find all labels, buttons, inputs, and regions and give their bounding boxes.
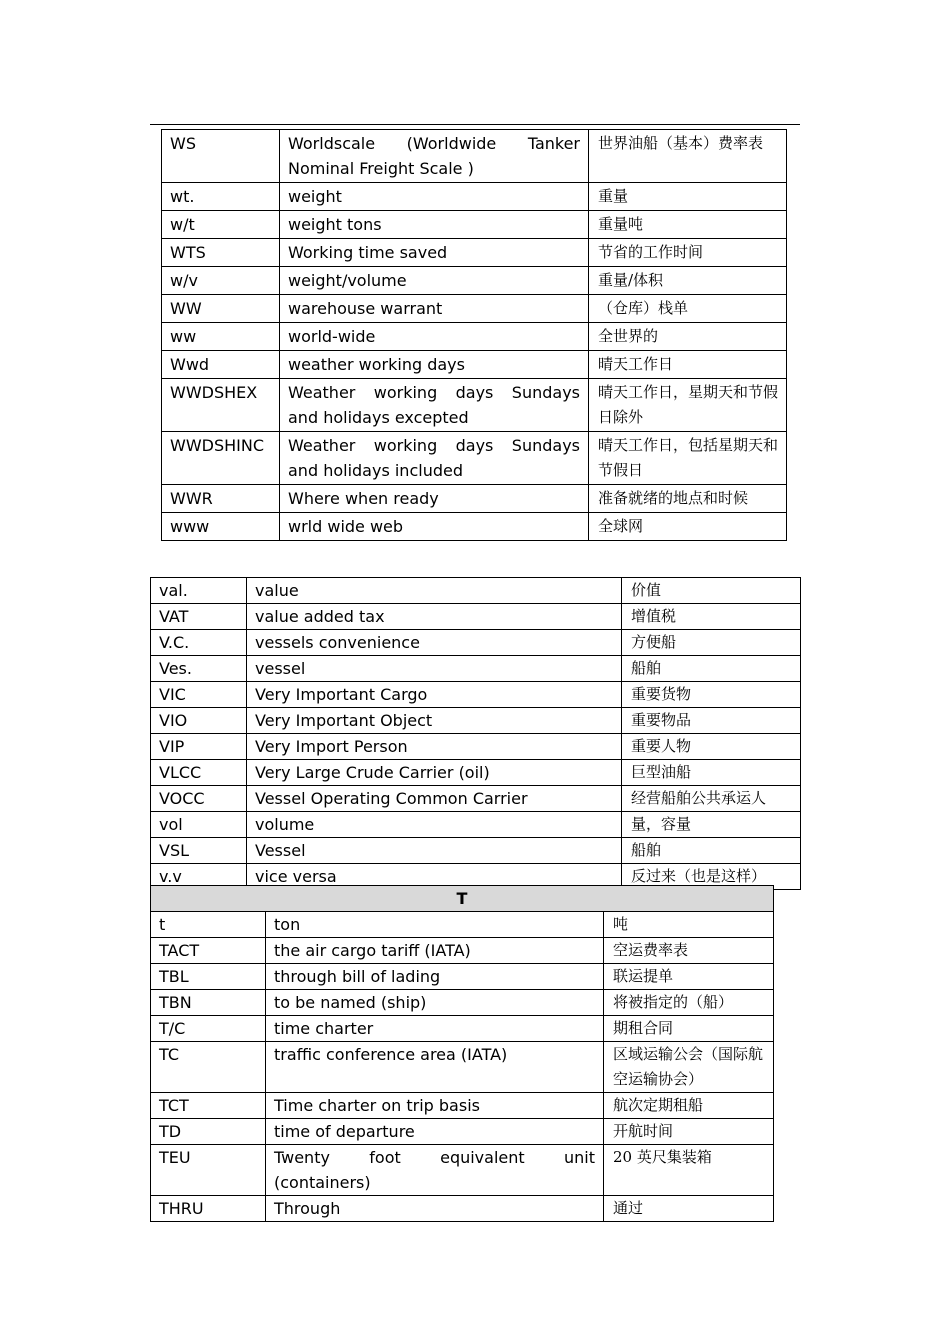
english-meaning-cell: weight tons <box>280 211 589 239</box>
table-row <box>162 183 787 211</box>
chinese-translation-cell: 空运费率表 <box>604 938 774 964</box>
english-meaning-line-2: Nominal Freight Scale ) <box>288 159 474 178</box>
abbreviation-cell: VAT <box>151 604 247 630</box>
chinese-translation-cell: 联运提单 <box>604 964 774 990</box>
table-row <box>162 211 787 239</box>
english-meaning-cell: the air cargo tariff (IATA) <box>266 938 604 964</box>
abbreviation-cell: TCT <box>151 1093 266 1119</box>
table-row <box>151 578 801 604</box>
table-row <box>151 812 801 838</box>
table-row <box>151 630 801 656</box>
english-meaning-cell: ton <box>266 912 604 938</box>
table-row <box>162 267 787 295</box>
chinese-translation-cell: 反过来（也是这样） <box>622 864 801 890</box>
abbreviation-cell: THRU <box>151 1196 266 1222</box>
chinese-translation-cell: 重量 <box>589 183 787 211</box>
abbreviation-cell: T/C <box>151 1016 266 1042</box>
english-meaning-cell: Vessel <box>247 838 622 864</box>
section-header-t: T <box>151 886 774 912</box>
abbreviation-cell: VSL <box>151 838 247 864</box>
table-row <box>151 1145 774 1196</box>
english-meaning-cell: through bill of lading <box>266 964 604 990</box>
abbreviation-table-w <box>161 129 787 541</box>
chinese-translation-cell: 经营船舶公共承运人 <box>622 786 801 812</box>
table-row <box>151 838 801 864</box>
table-row <box>162 351 787 379</box>
chinese-translation-cell: 巨型油船 <box>622 760 801 786</box>
table-row <box>151 1196 774 1222</box>
english-meaning-line-1: Worldscale (Worldwide Tanker <box>288 134 580 153</box>
abbreviation-cell: VIC <box>151 682 247 708</box>
english-meaning-line-1: Weather working days Sundays <box>288 436 580 455</box>
table-row <box>151 786 801 812</box>
chinese-translation-cell: 全球网 <box>589 513 787 541</box>
abbreviation-cell: WWR <box>162 485 280 513</box>
table-row <box>151 1093 774 1119</box>
chinese-translation-cell: 方便船 <box>622 630 801 656</box>
abbreviation-cell: WTS <box>162 239 280 267</box>
table-row <box>162 239 787 267</box>
chinese-translation-cell: 区域运输公会（国际航空运输协会） <box>604 1042 774 1093</box>
english-meaning-cell: traffic conference area (IATA) <box>266 1042 604 1093</box>
table-row <box>162 379 787 432</box>
chinese-translation-cell: 重量/体积 <box>589 267 787 295</box>
chinese-translation-cell: 重量吨 <box>589 211 787 239</box>
abbreviation-cell: VIO <box>151 708 247 734</box>
english-meaning-cell: Very Important Cargo <box>247 682 622 708</box>
top-horizontal-rule <box>150 124 800 125</box>
table-row <box>162 485 787 513</box>
english-meaning-cell: Very Import Person <box>247 734 622 760</box>
table-row <box>151 912 774 938</box>
chinese-translation-cell: 将被指定的（船） <box>604 990 774 1016</box>
abbreviation-cell: Wwd <box>162 351 280 379</box>
abbreviation-cell: WS <box>162 130 280 183</box>
abbreviation-cell: vol <box>151 812 247 838</box>
table-row <box>151 708 801 734</box>
abbreviation-cell: v.v <box>151 864 247 890</box>
english-meaning-cell: Very Large Crude Carrier (oil) <box>247 760 622 786</box>
chinese-translation-cell: 世界油船（基本）费率表 <box>589 130 787 183</box>
chinese-translation-cell: 全世界的 <box>589 323 787 351</box>
english-meaning-cell: value added tax <box>247 604 622 630</box>
chinese-translation-cell: 开航时间 <box>604 1119 774 1145</box>
english-meaning-cell: vessels convenience <box>247 630 622 656</box>
abbreviation-cell: VIP <box>151 734 247 760</box>
table-row <box>151 964 774 990</box>
chinese-translation-cell: 量，容量 <box>622 812 801 838</box>
english-meaning-cell: volume <box>247 812 622 838</box>
table-row <box>151 1042 774 1093</box>
abbreviation-cell: TD <box>151 1119 266 1145</box>
chinese-translation-cell: 晴天工作日，包括星期天和节假日 <box>589 432 787 485</box>
chinese-translation-cell: 通过 <box>604 1196 774 1222</box>
english-meaning-cell: Vessel Operating Common Carrier <box>247 786 622 812</box>
table-t-body <box>151 886 774 1222</box>
abbreviation-cell: www <box>162 513 280 541</box>
english-meaning-cell: time charter <box>266 1016 604 1042</box>
chinese-translation-cell: 重要人物 <box>622 734 801 760</box>
english-meaning-cell: vessel <box>247 656 622 682</box>
table-row <box>151 1016 774 1042</box>
english-meaning-line-2: and holidays excepted <box>288 408 469 427</box>
abbreviation-cell: TBL <box>151 964 266 990</box>
abbreviation-cell: Ves. <box>151 656 247 682</box>
abbreviation-cell: ww <box>162 323 280 351</box>
table-row <box>151 990 774 1016</box>
chinese-translation-cell: 船舶 <box>622 838 801 864</box>
english-meaning-cell: time of departure <box>266 1119 604 1145</box>
chinese-translation-cell: 增值税 <box>622 604 801 630</box>
chinese-translation-cell: （仓库）栈单 <box>589 295 787 323</box>
chinese-translation-cell: 晴天工作日 <box>589 351 787 379</box>
english-meaning-cell: vice versa <box>247 864 622 890</box>
chinese-translation-cell: 重要物品 <box>622 708 801 734</box>
abbreviation-cell: V.C. <box>151 630 247 656</box>
table-v-body <box>151 578 801 890</box>
abbreviation-cell: TACT <box>151 938 266 964</box>
english-meaning-line-2: (containers) <box>274 1173 371 1192</box>
english-meaning-cell: Very Important Object <box>247 708 622 734</box>
abbreviation-cell: w/t <box>162 211 280 239</box>
english-meaning-cell: Working time saved <box>280 239 589 267</box>
chinese-translation-cell: 吨 <box>604 912 774 938</box>
abbreviation-table-t <box>150 885 774 1222</box>
english-meaning-cell: Time charter on trip basis <box>266 1093 604 1119</box>
table-row <box>151 1119 774 1145</box>
english-meaning-cell <box>280 432 589 485</box>
english-meaning-cell: wrld wide web <box>280 513 589 541</box>
table-row <box>151 656 801 682</box>
english-meaning-line-2: and holidays included <box>288 461 463 480</box>
english-meaning-cell: weather working days <box>280 351 589 379</box>
abbreviation-cell: VOCC <box>151 786 247 812</box>
english-meaning-cell: value <box>247 578 622 604</box>
english-meaning-cell <box>280 130 589 183</box>
abbreviation-cell: TBN <box>151 990 266 1016</box>
abbreviation-cell: WWDSHINC <box>162 432 280 485</box>
chinese-translation-cell: 价值 <box>622 578 801 604</box>
abbreviation-cell: VLCC <box>151 760 247 786</box>
chinese-translation-cell: 重要货物 <box>622 682 801 708</box>
english-meaning-cell: weight <box>280 183 589 211</box>
abbreviation-cell: w/v <box>162 267 280 295</box>
table-row <box>162 130 787 183</box>
table-row <box>151 604 801 630</box>
english-meaning-cell: Where when ready <box>280 485 589 513</box>
chinese-translation-cell: 准备就绪的地点和时候 <box>589 485 787 513</box>
chinese-translation-cell: 晴天工作日，星期天和节假日除外 <box>589 379 787 432</box>
table-row <box>151 682 801 708</box>
abbreviation-cell: wt. <box>162 183 280 211</box>
table-row <box>162 295 787 323</box>
abbreviation-cell: t <box>151 912 266 938</box>
english-meaning-cell <box>280 379 589 432</box>
table-row <box>162 323 787 351</box>
abbreviation-cell: TEU <box>151 1145 266 1196</box>
table-row <box>151 760 801 786</box>
abbreviation-cell: WWDSHEX <box>162 379 280 432</box>
english-meaning-cell <box>266 1145 604 1196</box>
abbreviation-cell: WW <box>162 295 280 323</box>
table-row <box>151 734 801 760</box>
chinese-translation-cell: 20 英尺集装箱 <box>604 1145 774 1196</box>
abbreviation-cell: val. <box>151 578 247 604</box>
table-row <box>162 432 787 485</box>
section-header-row <box>151 886 774 912</box>
table-row <box>151 938 774 964</box>
english-meaning-line-1: Weather working days Sundays <box>288 383 580 402</box>
table-w-body <box>162 130 787 541</box>
table-row <box>162 513 787 541</box>
english-meaning-cell: world-wide <box>280 323 589 351</box>
chinese-translation-cell: 节省的工作时间 <box>589 239 787 267</box>
english-meaning-cell: Through <box>266 1196 604 1222</box>
english-meaning-cell: weight/volume <box>280 267 589 295</box>
english-meaning-line-1: Twenty foot equivalent unit <box>274 1148 595 1167</box>
abbreviation-table-v <box>150 577 801 890</box>
chinese-translation-cell: 航次定期租船 <box>604 1093 774 1119</box>
english-meaning-cell: warehouse warrant <box>280 295 589 323</box>
chinese-translation-cell: 船舶 <box>622 656 801 682</box>
abbreviation-cell: TC <box>151 1042 266 1093</box>
english-meaning-cell: to be named (ship) <box>266 990 604 1016</box>
chinese-translation-cell: 期租合同 <box>604 1016 774 1042</box>
